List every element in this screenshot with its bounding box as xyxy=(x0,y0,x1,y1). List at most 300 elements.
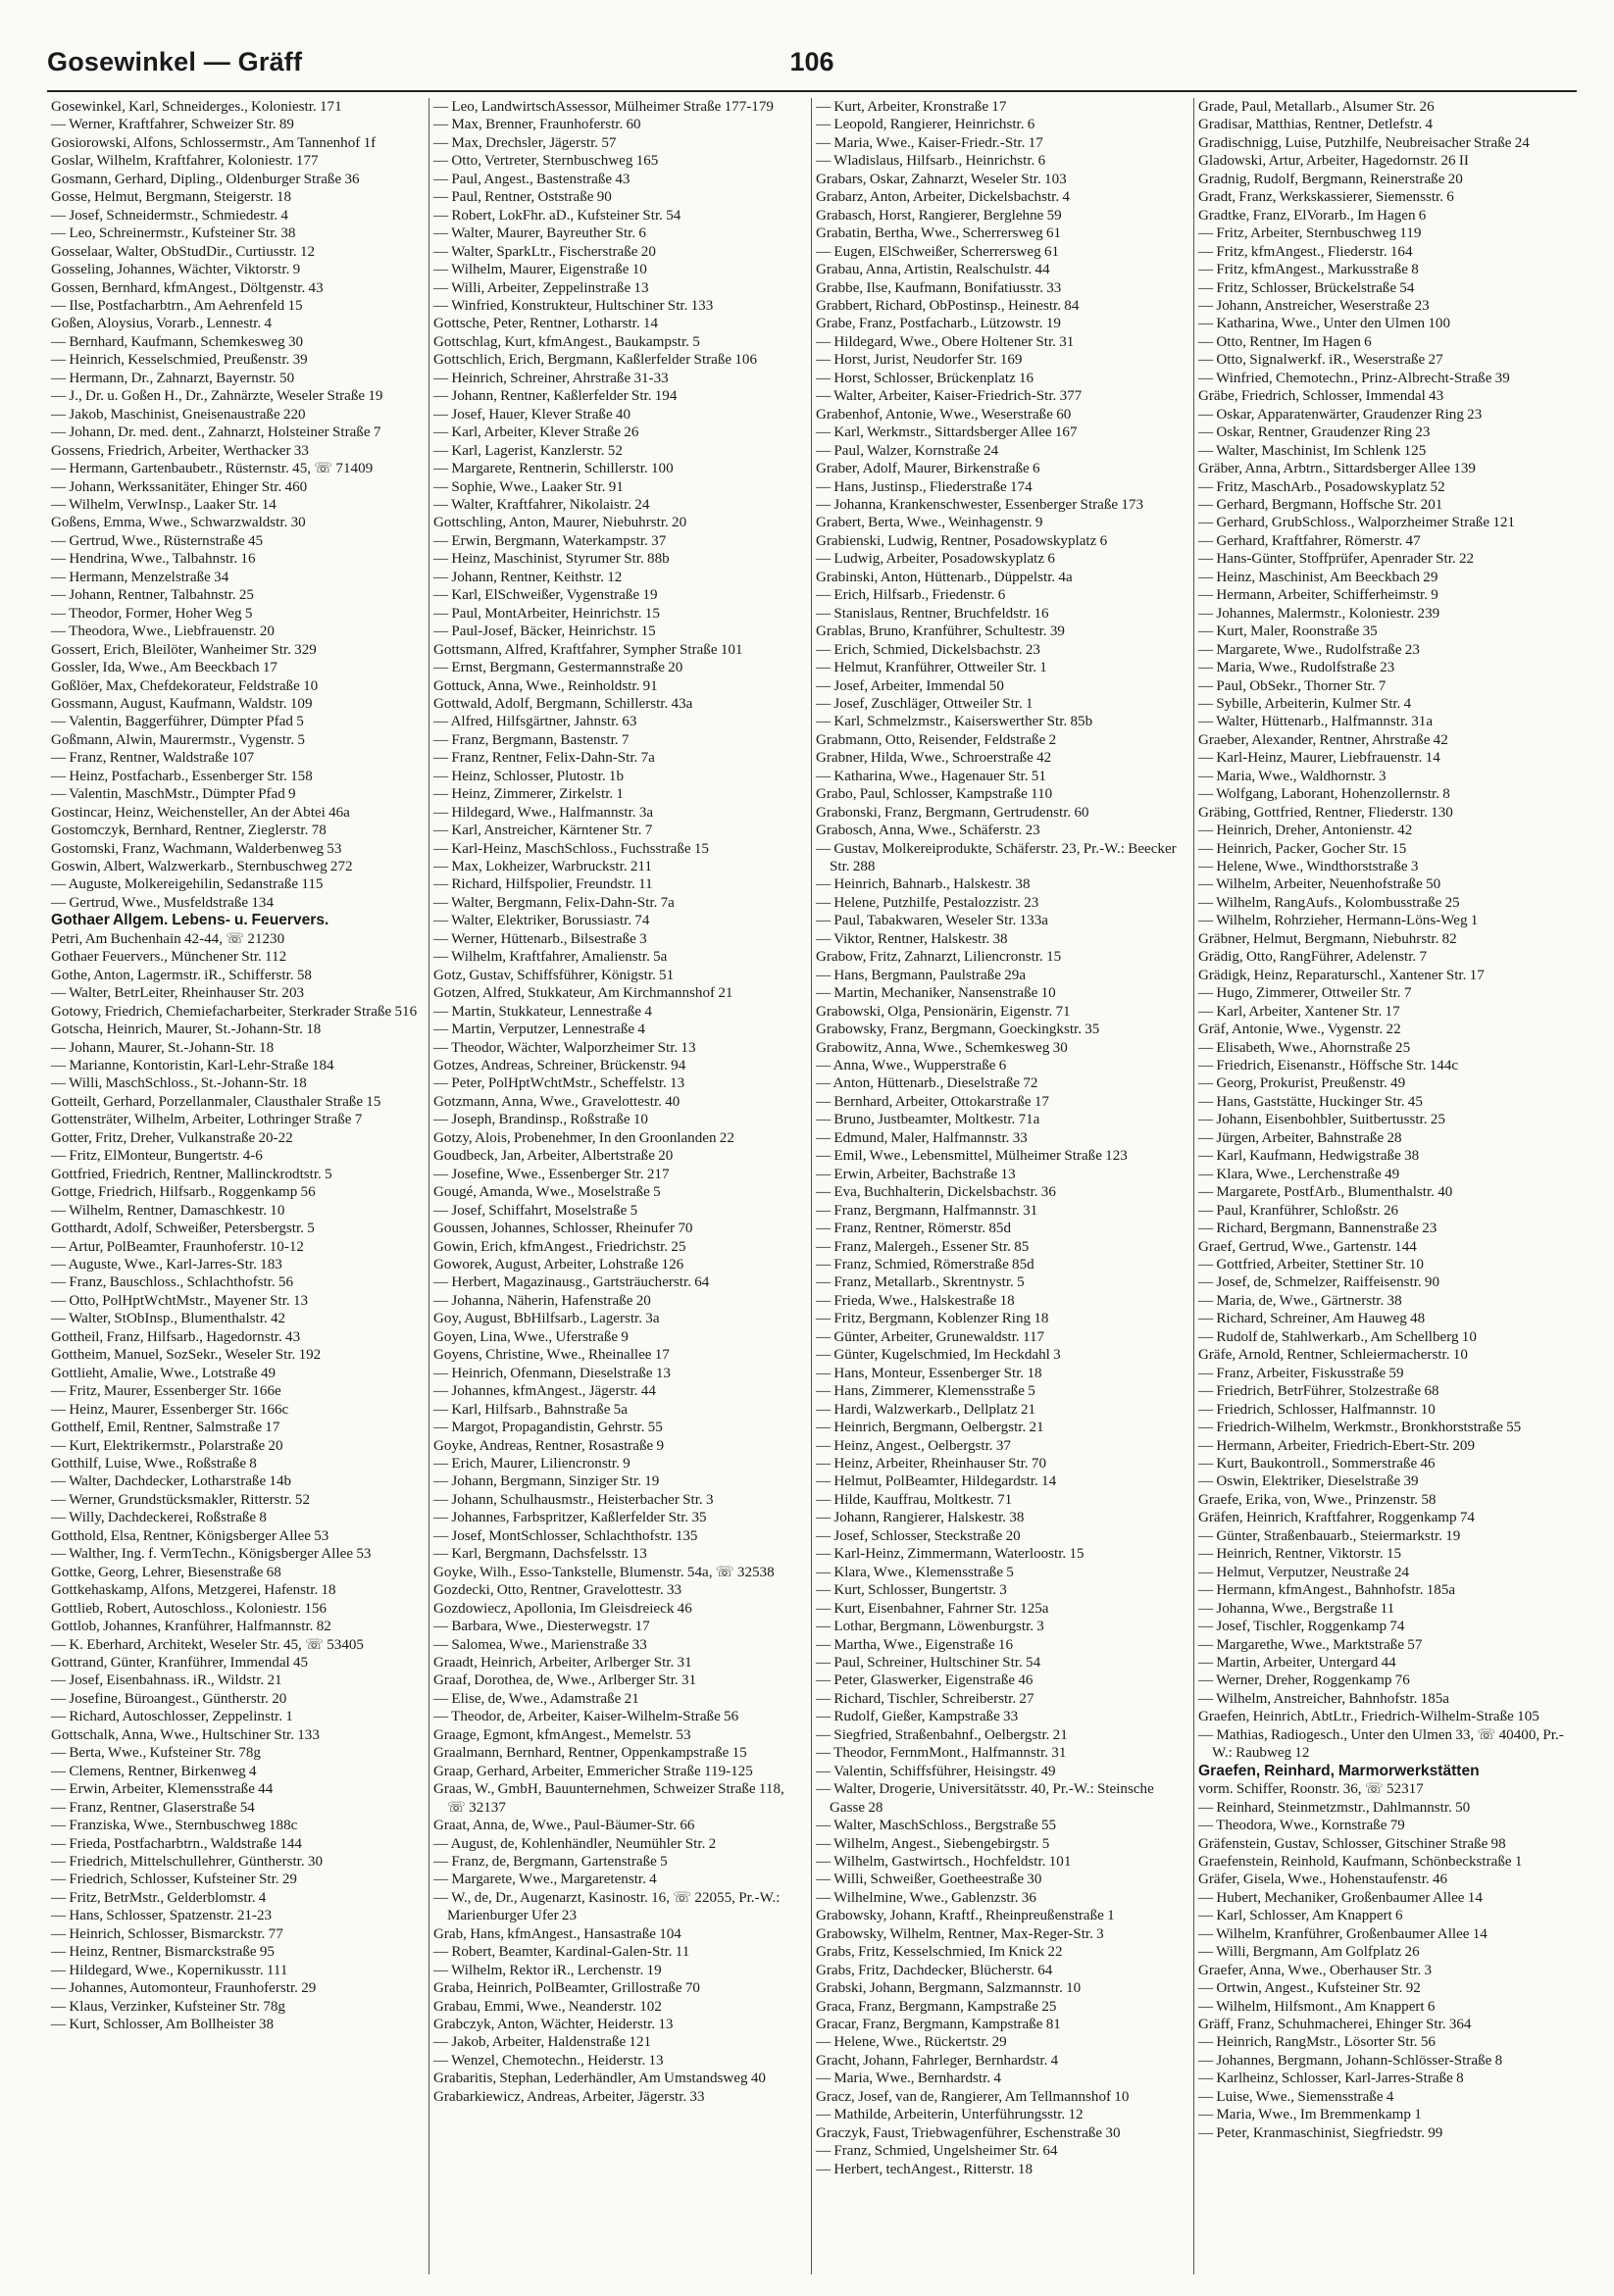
directory-entry: Gottrand, Günter, Kranführer, Immendal 45 xyxy=(51,1654,309,1671)
directory-entry: — Peter, Kranmaschinist, Siegfriedstr. 99 xyxy=(1198,2124,1443,2141)
directory-entry: — Helmut, Kranführer, Ottweiler Str. 1 xyxy=(816,660,1047,676)
directory-entry: Gottsmann, Alfred, Kraftfahrer, Sympher Straße 101 xyxy=(433,641,743,658)
directory-entry: — Franz, de, Bergmann, Gartenstraße 5 xyxy=(433,1853,668,1870)
directory-entry: — Heinz, Maurer, Essenberger Str. 166c xyxy=(51,1401,289,1418)
directory-entry: — Hermann, Gartenbaubetr., Rüsternstr. 45, ☏ 71409 xyxy=(51,461,374,477)
directory-entry: Grabert, Berta, Wwe., Weinhagenstr. 9 xyxy=(816,515,1043,531)
directory-entry: — Max, Drechsler, Jägerstr. 57 xyxy=(433,134,617,151)
directory-entry: — Wilhelm, Rektor iR., Lerchenstr. 19 xyxy=(433,1962,662,1978)
directory-entry: — Robert, Beamter, Kardinal-Galen-Str. 11 xyxy=(433,1944,690,1961)
directory-entry: — Josef, Schlosser, Steckstraße 20 xyxy=(816,1527,1021,1544)
directory-entry: Gosse, Helmut, Bergmann, Steigerstr. 18 xyxy=(51,189,292,206)
directory-entry: — Franz, Bauschloss., Schlachthofstr. 56 xyxy=(51,1274,294,1291)
directory-entry: — Wilhelm, Kranführer, Großenbaumer Allee 14 xyxy=(1198,1925,1488,1942)
directory-entry: — Wilhelm, Kraftfahrer, Amalienstr. 5a xyxy=(433,949,668,966)
directory-entry: — Heinrich, Rentner, Viktorstr. 15 xyxy=(1198,1546,1402,1563)
directory-entry: — Heinz, Angest., Oelbergstr. 37 xyxy=(816,1437,1011,1454)
directory-entry: Gracz, Josef, van de, Rangierer, Am Tellmannshof 10 xyxy=(816,2088,1130,2105)
directory-entry: — Leo, Schreinermstr., Kufsteiner Str. 38 xyxy=(51,225,296,242)
directory-entry: Grabau, Anna, Artistin, Realschulstr. 44 xyxy=(816,262,1050,278)
directory-entry: Goßlöer, Max, Chefdekorateur, Feldstraße 10 xyxy=(51,677,319,694)
directory-entry: Gotowy, Friedrich, Chemiefacharbeiter, Sterkrader Straße 516 xyxy=(51,1003,418,1020)
directory-entry: — Franz, Arbeiter, Fiskusstraße 59 xyxy=(1198,1365,1404,1381)
directory-entry: Gradnig, Rudolf, Bergmann, Reinerstraße 20 xyxy=(1198,171,1463,187)
directory-entry: Gottlieht, Amalie, Wwe., Lotstraße 49 xyxy=(51,1365,277,1381)
directory-entry: — Hildegard, Wwe., Obere Holtener Str. 31 xyxy=(816,333,1075,350)
directory-entry: Grabau, Emmi, Wwe., Neanderstr. 102 xyxy=(433,1998,662,2015)
directory-entry: — Kurt, Eisenbahner, Fahrner Str. 125a xyxy=(816,1600,1049,1617)
directory-entry: — Margarete, PostfArb., Blumenthalstr. 40 xyxy=(1198,1184,1453,1201)
directory-entry: — Theodora, Wwe., Kornstraße 79 xyxy=(1198,1818,1405,1834)
directory-entry: — Fritz, kfmAngest., Markusstraße 8 xyxy=(1198,262,1419,278)
directory-entry: — Joseph, Brandinsp., Roßstraße 10 xyxy=(433,1112,648,1128)
directory-entry: Gräfenstein, Gustav, Schlosser, Gitschiner Straße 98 xyxy=(1198,1835,1506,1852)
directory-entry: Grabars, Oskar, Zahnarzt, Weseler Str. 103 xyxy=(816,171,1067,187)
directory-entry: Gräbner, Helmut, Bergmann, Niebuhrstr. 82 xyxy=(1198,930,1457,947)
directory-entry: — Heinz, Arbeiter, Rheinhauser Str. 70 xyxy=(816,1455,1046,1472)
directory-entry: — Walter, MaschSchloss., Bergstraße 55 xyxy=(816,1818,1057,1834)
directory-entry: Gosseling, Johannes, Wächter, Viktorstr. 9 xyxy=(51,262,301,278)
directory-entry: Grabonski, Franz, Bergmann, Gertrudenstr. 60 xyxy=(816,804,1089,821)
directory-entry: — Maria, Wwe., Kaiser-Friedr.-Str. 17 xyxy=(816,134,1043,151)
directory-entry: — Paul, MontArbeiter, Heinrichstr. 15 xyxy=(433,605,660,622)
directory-entry: — Maria, Wwe., Rudolfstraße 23 xyxy=(1198,660,1395,676)
directory-entry: — Friedrich, Mittelschullehrer, Güntherstr. 30 xyxy=(51,1853,323,1870)
directory-entry: — Erich, Maurer, Liliencronstr. 9 xyxy=(433,1455,630,1472)
directory-entry: — Helene, Putzhilfe, Pestalozzistr. 23 xyxy=(816,894,1039,911)
directory-entry: Graczyk, Faust, Triebwagenführer, Eschenstraße 30 xyxy=(816,2124,1121,2141)
directory-entry: — Margot, Propagandistin, Gehrstr. 55 xyxy=(433,1420,663,1436)
directory-entry: — Mathilde, Arbeiterin, Unterführungsstr. 12 xyxy=(816,2107,1084,2123)
directory-entry: — Karl, Hilfsarb., Bahnstraße 5a xyxy=(433,1401,628,1418)
directory-entry: — Valentin, Baggerführer, Dümpter Pfad 5 xyxy=(51,714,304,730)
directory-entry: Grabo, Paul, Schlosser, Kampstraße 110 xyxy=(816,786,1053,803)
directory-entry: — Josefine, Wwe., Essenberger Str. 217 xyxy=(433,1166,670,1182)
directory-entry: Gozdowiecz, Apollonia, Im Gleisdreieck 46 xyxy=(433,1600,692,1617)
directory-entry: Grädig, Otto, RangFührer, Adelenstr. 7 xyxy=(1198,949,1427,966)
directory-entry: — Edmund, Maler, Halfmannstr. 33 xyxy=(816,1129,1028,1146)
directory-entry: — Franz, Rentner, Glaserstraße 54 xyxy=(51,1799,255,1816)
page-title: Gosewinkel — Gräff xyxy=(47,47,303,76)
directory-entry: — Hans, Monteur, Essenberger Str. 18 xyxy=(816,1365,1042,1381)
directory-entry: — Elisabeth, Wwe., Ahornstraße 25 xyxy=(1198,1039,1411,1056)
directory-entry: Goudbeck, Jan, Arbeiter, Albertstraße 20 xyxy=(433,1148,674,1165)
directory-entry: Gotzes, Andreas, Schreiner, Brückenstr. 94 xyxy=(433,1058,686,1074)
directory-entry: — Fritz, Arbeiter, Sternbuschweg 119 xyxy=(1198,225,1422,242)
directory-entry: — Wilhelm, Hilfsmont., Am Knappert 6 xyxy=(1198,1998,1436,2015)
directory-entry: — Hermann, Arbeiter, Schifferheimstr. 9 xyxy=(1198,587,1438,604)
directory-entry: — Johann, Rentner, Talbahnstr. 25 xyxy=(51,587,254,604)
page-header xyxy=(47,47,1577,86)
directory-entry: — Maria, Wwe., Im Bremmenkamp 1 xyxy=(1198,2107,1422,2123)
directory-entry: — Sophie, Wwe., Laaker Str. 91 xyxy=(433,478,624,495)
directory-entry: — Hans, Bergmann, Paulstraße 29a xyxy=(816,967,1027,983)
directory-entry: Grabaritis, Stephan, Lederhändler, Am Umstandsweg 40 xyxy=(433,2071,766,2087)
directory-entry: — Johanna, Wwe., Bergstraße 11 xyxy=(1198,1600,1395,1617)
directory-entry: — Gustav, Molkereiprodukte, Schäferstr. 23, Pr.-W.: Beecker Str. 288 xyxy=(816,840,1177,875)
directory-entry: Gottuck, Anna, Wwe., Reinholdstr. 91 xyxy=(433,677,658,694)
directory-entry: Grabowski, Olga, Pensionärin, Eigenstr. 71 xyxy=(816,1003,1071,1020)
directory-entry: — Georg, Prokurist, Preußenstr. 49 xyxy=(1198,1075,1406,1092)
directory-entry: — Oskar, Apparatenwärter, Graudenzer Ring 23 xyxy=(1198,406,1483,423)
directory-entry: — Wilhelm, Maurer, Eigenstraße 10 xyxy=(433,262,647,278)
directory-entry: — Wilhelm, Arbeiter, Neuenhofstraße 50 xyxy=(1198,876,1441,893)
directory-entry: — Wilhelm, Rohrzieher, Hermann-Löns-Weg 1 xyxy=(1198,913,1479,929)
directory-entry: — Friedrich, Schlosser, Halfmannstr. 10 xyxy=(1198,1401,1436,1418)
directory-entry: Grade, Paul, Metallarb., Alsumer Str. 26 xyxy=(1198,99,1435,115)
directory-entry: — Paul, Rentner, Oststraße 90 xyxy=(433,189,612,206)
directory-entry: Grabski, Johann, Bergmann, Salzmannstr. 10 xyxy=(816,1980,1082,1997)
directory-entry: — Walter, Maschinist, Im Schlenk 125 xyxy=(1198,442,1427,459)
directory-entry: — Heinz, Zimmerer, Zirkelstr. 1 xyxy=(433,786,624,803)
directory-entry: — Gerhard, Kraftfahrer, Römerstr. 47 xyxy=(1198,532,1421,549)
directory-entry: Gräfen, Heinrich, Kraftfahrer, Roggenkamp 74 xyxy=(1198,1510,1475,1526)
directory-entry: — Bernhard, Arbeiter, Ottokarstraße 17 xyxy=(816,1093,1049,1110)
directory-entry: — Wilhelm, Anstreicher, Bahnhofstr. 185a xyxy=(1198,1690,1449,1707)
directory-entry: — Johannes, Bergmann, Johann-Schlösser-Straße 8 xyxy=(1198,2052,1503,2069)
directory-entry: — Hans, Justinsp., Fliederstraße 174 xyxy=(816,478,1033,495)
directory-entry: — Hildegard, Wwe., Kopernikusstr. 111 xyxy=(51,1962,288,1978)
directory-entry: Gothe, Anton, Lagermstr. iR., Schifferstr. 58 xyxy=(51,967,312,983)
directory-entry: — Eva, Buchhalterin, Dickelsbachstr. 36 xyxy=(816,1184,1056,1201)
directory-entry: Grabs, Fritz, Dachdecker, Blücherstr. 64 xyxy=(816,1962,1053,1978)
directory-entry: Grabs, Fritz, Kesselschmied, Im Knick 22 xyxy=(816,1944,1063,1961)
directory-entry: — Robert, LokFhr. aD., Kufsteiner Str. 54 xyxy=(433,207,681,224)
directory-entry: — Frieda, Postfacharbtrn., Waldstraße 144 xyxy=(51,1835,302,1852)
directory-entry: — W., de, Dr., Augenarzt, Kasinostr. 16, ☏ 22055, Pr.-W.: Marienburger Ufer 23 xyxy=(433,1889,781,1924)
directory-entry: Gräfer, Gisela, Wwe., Hohenstaufenstr. 46 xyxy=(1198,1872,1448,1888)
directory-entry: Grabarz, Anton, Arbeiter, Dickelsbachstr. 4 xyxy=(816,189,1070,206)
directory-entry: — Franziska, Wwe., Sternbuschweg 188c xyxy=(51,1818,298,1834)
directory-entry: — Alfred, Hilfsgärtner, Jahnstr. 63 xyxy=(433,714,637,730)
directory-entry: Grabienski, Ludwig, Rentner, Posadowskyplatz 6 xyxy=(816,532,1108,549)
directory-entry: — Martin, Mechaniker, Nansenstraße 10 xyxy=(816,985,1056,1002)
directory-entry: — Wilhelm, Angest., Siebengebirgstr. 5 xyxy=(816,1835,1050,1852)
directory-entry: Goyens, Christine, Wwe., Rheinallee 17 xyxy=(433,1347,670,1364)
directory-entry: — Kurt, Schlosser, Am Bollheister 38 xyxy=(51,2017,275,2033)
directory-entry: Graba, Heinrich, PolBeamter, Grillostraße 70 xyxy=(433,1980,700,1997)
directory-entry: Gottheim, Manuel, SozSekr., Weseler Str. 192 xyxy=(51,1347,322,1364)
directory-entry: Gottheil, Franz, Hilfsarb., Hagedornstr. 43 xyxy=(51,1328,301,1345)
directory-entry: — Theodor, Former, Hoher Weg 5 xyxy=(51,605,253,622)
directory-entry: — Jakob, Arbeiter, Haldenstraße 121 xyxy=(433,2034,652,2051)
directory-entry: Gottensträter, Wilhelm, Arbeiter, Lothringer Straße 7 xyxy=(51,1112,363,1128)
directory-entry: Gladowski, Artur, Arbeiter, Hagedornstr. 26 II xyxy=(1198,153,1469,170)
directory-entry: — Karl, ElSchweißer, Vygenstraße 19 xyxy=(433,587,658,604)
directory-entry: Graeber, Alexander, Rentner, Ahrstraße 42 xyxy=(1198,731,1448,748)
directory-entry: — Hermann, Dr., Zahnarzt, Bayernstr. 50 xyxy=(51,370,295,386)
directory-entry: — Franz, Bergmann, Bastenstr. 7 xyxy=(433,731,630,748)
directory-entry: Gottfried, Friedrich, Rentner, Mallinckrodtstr. 5 xyxy=(51,1166,332,1182)
directory-entry: Gottke, Georg, Lehrer, Biesenstraße 68 xyxy=(51,1564,281,1580)
directory-entry: — Johann, Bergmann, Sinziger Str. 19 xyxy=(433,1473,660,1490)
directory-entry: — Richard, Schreiner, Am Hauweg 48 xyxy=(1198,1311,1426,1327)
directory-entry: — Winfried, Chemotechn., Prinz-Albrecht-Straße 39 xyxy=(1198,370,1510,386)
directory-entry: — Karl-Heinz, Maurer, Liebfrauenstr. 14 xyxy=(1198,750,1440,767)
directory-entry: — Martin, Arbeiter, Untergard 44 xyxy=(1198,1654,1396,1671)
directory-entry: — Wenzel, Chemotechn., Heiderstr. 13 xyxy=(433,2052,664,2069)
directory-entry: — Valentin, MaschMstr., Dümpter Pfad 9 xyxy=(51,786,296,803)
directory-entry: Goswin, Albert, Walzwerkarb., Sternbuschweg 272 xyxy=(51,859,353,875)
directory-entry: Gottsche, Peter, Rentner, Lotharstr. 14 xyxy=(433,316,659,332)
directory-entry: — Franz, Rentner, Römerstr. 85d xyxy=(816,1221,1012,1237)
directory-entry: Grabowitz, Anna, Wwe., Schemkesweg 30 xyxy=(816,1039,1068,1056)
directory-entry: — Valentin, Schiffsführer, Heisingstr. 49 xyxy=(816,1763,1056,1779)
directory-entry: — Rudolf, Gießer, Kampstraße 33 xyxy=(816,1709,1019,1725)
directory-entry: — Peter, Glaswerker, Eigenstraße 46 xyxy=(816,1672,1034,1689)
directory-entry: — Johannes, Farbspritzer, Kaßlerfelder Str. 35 xyxy=(433,1510,707,1526)
directory-entry: — Helene, Wwe., Rückertstr. 29 xyxy=(816,2034,1007,2051)
directory-entry: Graca, Franz, Bergmann, Kampstraße 25 xyxy=(816,1998,1057,2015)
directory-entry: — Hubert, Mechaniker, Großenbaumer Allee 14 xyxy=(1198,1889,1483,1906)
directory-entry: — Heinz, Maschinist, Styrumer Str. 88b xyxy=(433,551,670,568)
directory-entry: — Ernst, Bergmann, Gestermannstraße 20 xyxy=(433,660,683,676)
directory-entry: Gottlob, Johannes, Kranführer, Halfmannstr. 82 xyxy=(51,1619,331,1635)
directory-entry: Gosiorowski, Alfons, Schlossermstr., Am Tannenhof 1f xyxy=(51,134,377,151)
directory-entry: — Herbert, Magazinausg., Gartsträucherstr. 64 xyxy=(433,1274,710,1291)
directory-entry: — Herbert, techAngest., Ritterstr. 18 xyxy=(816,2161,1034,2177)
directory-entry: — Ludwig, Arbeiter, Posadowskyplatz 6 xyxy=(816,551,1055,568)
directory-entry: — Josef, MontSchlosser, Schlachthofstr. 135 xyxy=(433,1527,698,1544)
directory-entry: Gozdecki, Otto, Rentner, Gravelottestr. 33 xyxy=(433,1582,682,1599)
directory-entry: — Karl, Arbeiter, Xantener Str. 17 xyxy=(1198,1003,1400,1020)
directory-entry: — Hilde, Kauffrau, Moltkestr. 71 xyxy=(816,1491,1013,1508)
directory-entry: — Paul, Tabakwaren, Weseler Str. 133a xyxy=(816,913,1048,929)
directory-entry: — Hermann, Arbeiter, Friedrich-Ebert-Str. 209 xyxy=(1198,1437,1476,1454)
directory-entry: — Johann, Werkssanitäter, Ehinger Str. 460 xyxy=(51,478,308,495)
directory-entry: — Franz, Schmied, Römerstraße 85d xyxy=(816,1257,1034,1273)
directory-entry: Graef, Gertrud, Wwe., Gartenstr. 144 xyxy=(1198,1238,1417,1255)
directory-entry: — Helmut, Verputzer, Neustraße 24 xyxy=(1198,1564,1410,1580)
directory-entry: — Erwin, Arbeiter, Bachstraße 13 xyxy=(816,1166,1016,1182)
directory-entry: — Anton, Hüttenarb., Dieselstraße 72 xyxy=(816,1075,1038,1092)
directory-entry: Graefe, Erika, von, Wwe., Prinzenstr. 58 xyxy=(1198,1491,1437,1508)
directory-entry: Gräf, Antonie, Wwe., Vygenstr. 22 xyxy=(1198,1022,1401,1038)
directory-entry: — Johannes, Malermstr., Koloniestr. 239 xyxy=(1198,605,1440,622)
directory-entry: — Karl-Heinz, MaschSchloss., Fuchsstraße 15 xyxy=(433,840,709,857)
directory-entry: — Karl, Werkmstr., Sittardsberger Allee 167 xyxy=(816,424,1078,441)
directory-entry: — Oswin, Elektriker, Dieselstraße 39 xyxy=(1198,1473,1419,1490)
directory-entry: — Hardi, Walzwerkarb., Dellplatz 21 xyxy=(816,1401,1036,1418)
directory-entry: Grabowsky, Johann, Kraftf., Rheinpreußenstraße 1 xyxy=(816,1908,1115,1924)
directory-entry: Goyke, Wilh., Esso-Tankstelle, Blumenstr. 54a, ☏ 32538 xyxy=(433,1564,775,1580)
directory-entry: Gotter, Fritz, Dreher, Vulkanstraße 20-22 xyxy=(51,1129,293,1146)
directory-entry: — Margarete, Wwe., Margaretenstr. 4 xyxy=(433,1872,657,1888)
column-3 xyxy=(812,98,1194,2274)
directory-entry: — Johann, Dr. med. dent., Zahnarzt, Holsteiner Straße 7 xyxy=(51,424,381,441)
directory-entry: — Hendrina, Wwe., Talbahnstr. 16 xyxy=(51,551,256,568)
directory-entry: — Franz, Rentner, Waldstraße 107 xyxy=(51,750,255,767)
directory-entry: — Horst, Jurist, Neudorfer Str. 169 xyxy=(816,352,1023,369)
directory-entry: Gotz, Gustav, Schiffsführer, Königstr. 51 xyxy=(433,967,675,983)
directory-entry: — Johann, Maurer, St.-Johann-Str. 18 xyxy=(51,1039,275,1056)
directory-entry: — Leo, LandwirtschAssessor, Mülheimer Straße 177-179 xyxy=(433,99,774,115)
directory-entry: Gossmann, August, Kaufmann, Waldstr. 109 xyxy=(51,695,313,712)
directory-entry-heading: Graefen, Reinhard, Marmorwerkstätten xyxy=(1198,1762,1480,1779)
directory-entry-heading: Gothaer Allgem. Lebens- u. Feuervers. xyxy=(51,912,329,929)
directory-entry: — Johann, Schulhausmstr., Heisterbacher Str. 3 xyxy=(433,1491,714,1508)
directory-entry: — Gerhard, GrubSchloss., Walporzheimer Straße 121 xyxy=(1198,515,1515,531)
directory-entry: — Helene, Wwe., Windthorststraße 3 xyxy=(1198,859,1419,875)
directory-entry: Gracar, Franz, Bergmann, Kampstraße 81 xyxy=(816,2017,1061,2033)
directory-entry: — August, de, Kohlenhändler, Neumühler Str. 2 xyxy=(433,1835,717,1852)
directory-entry: — Fritz, MaschArb., Posadowskyplatz 52 xyxy=(1198,478,1445,495)
directory-entry: Gräbe, Friedrich, Schlosser, Immendal 43 xyxy=(1198,388,1444,405)
directory-entry: Grabe, Franz, Postfacharb., Lützowstr. 19 xyxy=(816,316,1061,332)
directory-entry: — Paul, Angest., Bastenstraße 43 xyxy=(433,171,630,187)
directory-entry: — Helmut, PolBeamter, Hildegardstr. 14 xyxy=(816,1473,1057,1490)
directory-entry: — Richard, Tischler, Schreiberstr. 27 xyxy=(816,1690,1034,1707)
directory-entry: — Bruno, Justbeamter, Moltkestr. 71a xyxy=(816,1112,1040,1128)
directory-entry: — Günter, Arbeiter, Grunewaldstr. 117 xyxy=(816,1328,1045,1345)
directory-entry: Gracht, Johann, Fahrleger, Bernhardstr. 4 xyxy=(816,2052,1059,2069)
directory-columns xyxy=(47,98,1577,2274)
directory-entry: Grabow, Fritz, Zahnarzt, Liliencronstr. 15 xyxy=(816,949,1062,966)
directory-entry: — Günter, Straßenbauarb., Steiermarkstr. 19 xyxy=(1198,1527,1461,1544)
directory-entry: — Marianne, Kontoristin, Karl-Lehr-Straße 184 xyxy=(51,1058,334,1074)
directory-entry: — Josef, Tischler, Roggenkamp 74 xyxy=(1198,1619,1405,1635)
directory-entry: — Heinrich, Dreher, Antonienstr. 42 xyxy=(1198,823,1413,839)
directory-entry: — Josef, de, Schmelzer, Raiffeisenstr. 90 xyxy=(1198,1274,1440,1291)
directory-entry: — Werner, Hüttenarb., Bilsestraße 3 xyxy=(433,930,647,947)
directory-entry: — Elise, de, Wwe., Adamstraße 21 xyxy=(433,1690,639,1707)
directory-entry: — Johann, Rangierer, Halskestr. 38 xyxy=(816,1510,1025,1526)
directory-entry: — Johann, Anstreicher, Weserstraße 23 xyxy=(1198,297,1430,314)
directory-entry: — Karl, Kaufmann, Hedwigstraße 38 xyxy=(1198,1148,1420,1165)
directory-entry: — Franz, Bergmann, Halfmannstr. 31 xyxy=(816,1202,1038,1219)
directory-entry: — Margarethe, Wwe., Marktstraße 57 xyxy=(1198,1636,1423,1653)
directory-entry: — Walter, Hüttenarb., Halfmannstr. 31a xyxy=(1198,714,1434,730)
directory-entry: — Karl, Schlosser, Am Knappert 6 xyxy=(1198,1908,1403,1924)
page-number: 106 xyxy=(789,47,834,76)
directory-entry: — Martha, Wwe., Eigenstraße 16 xyxy=(816,1636,1014,1653)
directory-entry: — Friedrich, Schlosser, Kufsteiner Str. 29 xyxy=(51,1872,297,1888)
directory-entry: Goyen, Lina, Wwe., Uferstraße 9 xyxy=(433,1328,629,1345)
directory-entry: — Johann, Eisenbohbler, Suitbertusstr. 25 xyxy=(1198,1112,1445,1128)
directory-entry: — Richard, Bergmann, Bannenstraße 23 xyxy=(1198,1221,1437,1237)
directory-entry: — Maria, de, Wwe., Gärtnerstr. 38 xyxy=(1198,1292,1402,1309)
directory-entry: — Walter, Elektriker, Borussiastr. 74 xyxy=(433,913,650,929)
directory-entry: — Wilhelm, Gastwirtsch., Hochfeldstr. 101 xyxy=(816,1853,1072,1870)
directory-entry: — Lothar, Bergmann, Löwenburgstr. 3 xyxy=(816,1619,1044,1635)
directory-entry: — Artur, PolBeamter, Fraunhoferstr. 10-12 xyxy=(51,1238,304,1255)
directory-entry: Goy, August, BbHilfsarb., Lagerstr. 3a xyxy=(433,1311,660,1327)
directory-entry: Grabarkiewicz, Andreas, Arbeiter, Jägerstr. 33 xyxy=(433,2088,705,2105)
directory-entry: Gougé, Amanda, Wwe., Moselstraße 5 xyxy=(433,1184,661,1201)
directory-entry: Gräbing, Gottfried, Rentner, Fliederstr. 130 xyxy=(1198,804,1453,821)
directory-entry: Gottlieb, Robert, Autoschloss., Koloniestr. 156 xyxy=(51,1600,327,1617)
directory-entry: Gosselaar, Walter, ObStudDir., Curtiusstr. 12 xyxy=(51,243,316,260)
directory-entry: Gotzen, Alfred, Stukkateur, Am Kirchmannshof 21 xyxy=(433,985,733,1002)
directory-entry: — Karl, Arbeiter, Klever Straße 26 xyxy=(433,424,639,441)
directory-entry: — Friedrich-Wilhelm, Werkmstr., Bronkhorststraße 55 xyxy=(1198,1420,1522,1436)
directory-entry: — Heinrich, Schlosser, Bismarckstr. 77 xyxy=(51,1925,283,1942)
directory-entry: — Gottfried, Arbeiter, Stettiner Str. 10 xyxy=(1198,1257,1424,1273)
directory-entry: Grabmann, Otto, Reisender, Feldstraße 2 xyxy=(816,731,1057,748)
directory-entry: Gottge, Friedrich, Hilfsarb., Roggenkamp 56 xyxy=(51,1184,316,1201)
directory-entry: Grabosch, Anna, Wwe., Schäferstr. 23 xyxy=(816,823,1040,839)
directory-entry: — Heinrich, Bergmann, Oelbergstr. 21 xyxy=(816,1420,1044,1436)
directory-entry: Goworek, August, Arbeiter, Lohstraße 126 xyxy=(433,1257,684,1273)
directory-entry: — Wilhelm, Rentner, Damaschkestr. 10 xyxy=(51,1202,285,1219)
directory-entry: Graalmann, Bernhard, Rentner, Oppenkampstraße 15 xyxy=(433,1745,747,1762)
directory-entry: — Bernhard, Kaufmann, Schemkesweg 30 xyxy=(51,333,304,350)
directory-entry: — Fritz, ElMonteur, Bungertstr. 4-6 xyxy=(51,1148,263,1165)
directory-entry: Gossert, Erich, Bleilöter, Wanheimer Str. 329 xyxy=(51,641,317,658)
directory-entry: Goßmann, Alwin, Maurermstr., Vygenstr. 5 xyxy=(51,731,305,748)
directory-entry: — Ilse, Postfacharbtrn., Am Aehrenfeld 15 xyxy=(51,297,303,314)
directory-entry: Gosewinkel, Karl, Schneiderges., Koloniestr. 171 xyxy=(51,99,342,115)
directory-entry: Grabbert, Richard, ObPostinsp., Heinestr. 84 xyxy=(816,297,1080,314)
directory-entry: — Mathias, Radiogesch., Unter den Ulmen 33, ☏ 40400, Pr.-W.: Raubweg 12 xyxy=(1198,1726,1564,1762)
directory-entry: — Hans, Zimmerer, Klemensstraße 5 xyxy=(816,1383,1035,1400)
directory-entry: Petri, Am Buchenhain 42-44, ☏ 21230 xyxy=(51,930,285,947)
directory-entry: — Karl-Heinz, Zimmermann, Waterloostr. 15 xyxy=(816,1546,1084,1563)
directory-entry: — Margarete, Rentnerin, Schillerstr. 100 xyxy=(433,461,674,477)
directory-entry: Gotthelf, Emil, Rentner, Salmstraße 17 xyxy=(51,1420,280,1436)
directory-entry: Grabasch, Horst, Rangierer, Berglehne 59 xyxy=(816,207,1062,224)
directory-entry: — Luise, Wwe., Siemensstraße 4 xyxy=(1198,2088,1394,2105)
directory-entry: Graefer, Anna, Wwe., Oberhauser Str. 3 xyxy=(1198,1962,1433,1978)
directory-entry: Grädigk, Heinz, Reparaturschl., Xantener Str. 17 xyxy=(1198,967,1485,983)
directory-entry: Gotthold, Elsa, Rentner, Königsberger Allee 53 xyxy=(51,1527,329,1544)
directory-entry: — Heinrich, Bahnarb., Halskestr. 38 xyxy=(816,876,1031,893)
directory-entry: — Willi, Bergmann, Am Golfplatz 26 xyxy=(1198,1944,1420,1961)
column-4 xyxy=(1194,98,1577,2274)
directory-entry: Gotthilf, Luise, Wwe., Roßstraße 8 xyxy=(51,1455,257,1472)
directory-entry: Gostomczyk, Bernhard, Rentner, Zieglerstr. 78 xyxy=(51,823,327,839)
directory-entry: — Wilhelmine, Wwe., Gablenzstr. 36 xyxy=(816,1889,1036,1906)
directory-entry: Gossens, Friedrich, Arbeiter, Werthacker 33 xyxy=(51,442,309,459)
directory-entry: — Katharina, Wwe., Unter den Ulmen 100 xyxy=(1198,316,1451,332)
directory-entry: Gowin, Erich, kfmAngest., Friedrichstr. 25 xyxy=(433,1238,686,1255)
directory-entry: — Fritz, Schlosser, Brückelstraße 54 xyxy=(1198,279,1415,296)
directory-entry: Gotscha, Heinrich, Maurer, St.-Johann-Str. 18 xyxy=(51,1022,322,1038)
directory-entry: — Reinhard, Steinmetzmstr., Dahlmannstr. 50 xyxy=(1198,1799,1471,1816)
directory-entry: Grabczyk, Anton, Wächter, Heiderstr. 13 xyxy=(433,2017,674,2033)
directory-entry: — Max, Lokheizer, Warbruckstr. 211 xyxy=(433,859,652,875)
directory-entry: — Eugen, ElSchweißer, Scherrersweg 61 xyxy=(816,243,1060,260)
directory-entry: — Heinrich, Schreiner, Ahrstraße 31-33 xyxy=(433,370,669,386)
directory-entry: Grabbe, Ilse, Kaufmann, Bonifatiusstr. 33 xyxy=(816,279,1062,296)
directory-entry: — Sybille, Arbeiterin, Kulmer Str. 4 xyxy=(1198,695,1412,712)
directory-entry: Gossler, Ida, Wwe., Am Beeckbach 17 xyxy=(51,660,277,676)
directory-entry: — Otto, Rentner, Im Hagen 6 xyxy=(1198,333,1372,350)
directory-entry: — Anna, Wwe., Wupperstraße 6 xyxy=(816,1058,1007,1074)
directory-entry: — Willi, Schweißer, Goetheestraße 30 xyxy=(816,1872,1042,1888)
directory-entry: Grablas, Bruno, Kranführer, Schultestr. 39 xyxy=(816,624,1065,640)
directory-entry: — Josef, Eisenbahnass. iR., Wildstr. 21 xyxy=(51,1672,282,1689)
directory-entry: — Johannes, kfmAngest., Jägerstr. 44 xyxy=(433,1383,656,1400)
directory-entry: — Heinz, Schlosser, Plutostr. 1b xyxy=(433,768,625,784)
directory-entry: — Max, Brenner, Fraunhoferstr. 60 xyxy=(433,117,641,133)
directory-entry: — Hugo, Zimmerer, Ottweiler Str. 7 xyxy=(1198,985,1412,1002)
directory-entry: Gradisar, Matthias, Rentner, Detlefstr. 4 xyxy=(1198,117,1434,133)
directory-entry: — Fritz, kfmAngest., Fliederstr. 164 xyxy=(1198,243,1413,260)
directory-entry: — Oskar, Rentner, Graudenzer Ring 23 xyxy=(1198,424,1431,441)
directory-entry: Gottkehaskamp, Alfons, Metzgerei, Hafenstr. 18 xyxy=(51,1582,336,1599)
directory-entry: — Klara, Wwe., Lerchenstraße 49 xyxy=(1198,1166,1400,1182)
directory-entry: Grabenhof, Antonie, Wwe., Weserstraße 60 xyxy=(816,406,1072,423)
directory-entry: Gossen, Bernhard, kfmAngest., Döltgenstr. 43 xyxy=(51,279,324,296)
directory-entry: — Günter, Kugelschmied, Im Heckdahl 3 xyxy=(816,1347,1061,1364)
directory-entry: — Johanna, Näherin, Hafenstraße 20 xyxy=(433,1292,651,1309)
directory-entry: — Hans-Günter, Stoffprüfer, Apenrader Str. 22 xyxy=(1198,551,1475,568)
directory-entry: — Friedrich, Eisenanstr., Höffsche Str. 144c xyxy=(1198,1058,1459,1074)
directory-entry: Gradtke, Franz, ElVorarb., Im Hagen 6 xyxy=(1198,207,1427,224)
directory-entry: — Josef, Zuschläger, Ottweiler Str. 1 xyxy=(816,695,1034,712)
directory-entry: — Walter, Kraftfahrer, Nikolaistr. 24 xyxy=(433,496,650,513)
